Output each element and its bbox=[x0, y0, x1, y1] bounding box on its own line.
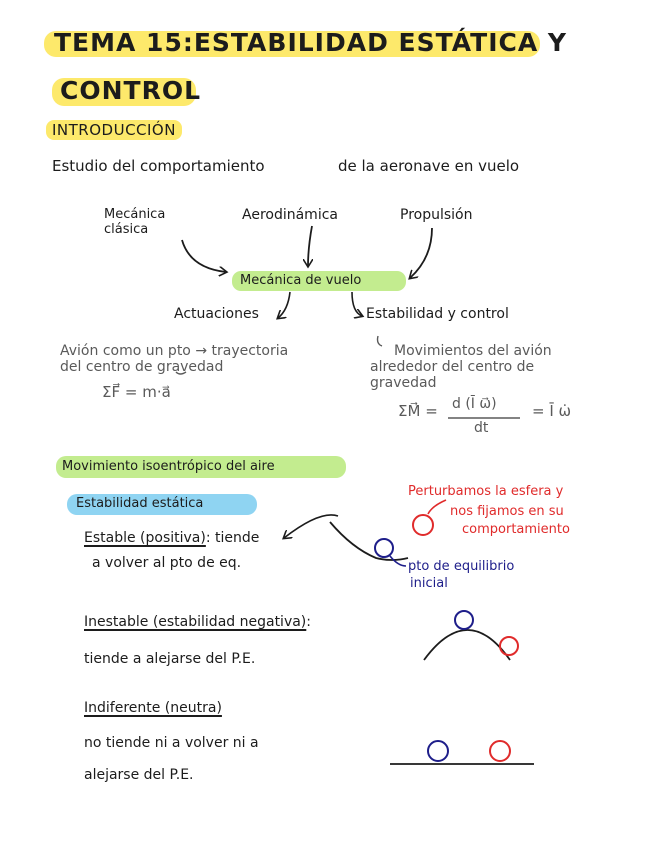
left-formula: ΣF⃗ = m·a⃗ bbox=[102, 383, 171, 401]
node-actuaciones: Actuaciones bbox=[174, 306, 259, 322]
red-pointer bbox=[428, 500, 446, 514]
indiferente-line2: no tiende ni a volver ni a bbox=[84, 735, 259, 751]
hook-left bbox=[176, 372, 186, 374]
node-propulsion: Propulsión bbox=[400, 207, 473, 223]
right-formula-rhs: = Ī ω̇ bbox=[532, 402, 572, 420]
inestable-label: Inestable (estabilidad negativa) bbox=[84, 614, 307, 630]
estable-label: Estable (positiva) bbox=[84, 530, 206, 546]
stable-arrow-to-text bbox=[284, 515, 338, 538]
red-note-line1: Perturbamos la esfera y bbox=[408, 484, 564, 499]
node-estabilidad-control: Estabilidad y control bbox=[366, 306, 509, 322]
neutral-ball-red bbox=[490, 741, 510, 761]
inestable-line2: tiende a alejarse del P.E. bbox=[84, 651, 256, 667]
page-title-line2: CONTROL bbox=[60, 76, 202, 105]
right-formula-denominator: dt bbox=[474, 420, 489, 436]
indiferente-label: Indiferente (neutra) bbox=[84, 700, 222, 716]
red-note-line3: comportamiento bbox=[462, 522, 570, 537]
inestable-rest: : bbox=[306, 614, 311, 630]
right-note-line1: Movimientos del avión bbox=[394, 343, 552, 359]
intro-sentence-part1: Estudio del comportamiento bbox=[52, 157, 265, 175]
right-formula-lhs: ΣM⃗ = bbox=[398, 402, 438, 420]
stable-ball-red bbox=[413, 515, 433, 535]
arrow-mecanica bbox=[182, 240, 226, 272]
node-mecanica-de-vuelo: Mecánica de vuelo bbox=[240, 273, 362, 288]
arrow-aerodinamica bbox=[308, 226, 312, 266]
stable-ball-navy bbox=[375, 539, 393, 557]
section2-subheading: Estabilidad estática bbox=[76, 496, 204, 511]
arrow-propulsion bbox=[410, 228, 432, 278]
section2-heading: Movimiento isoentrópico del aire bbox=[62, 459, 275, 474]
red-note-line2: nos fijamos en su bbox=[450, 504, 564, 519]
arrow-estabilidad bbox=[352, 292, 362, 316]
left-note-line2: del centro de gravedad bbox=[60, 359, 224, 375]
hook-right bbox=[378, 336, 383, 346]
right-note-line3: gravedad bbox=[370, 375, 437, 391]
page-title-line1: TEMA 15:ESTABILIDAD ESTÁTICA Y bbox=[54, 28, 567, 57]
navy-pointer bbox=[390, 556, 406, 566]
unstable-hill-curve bbox=[424, 630, 510, 660]
stable-valley-curve bbox=[330, 522, 408, 560]
navy-note-line1: pto de equilibrio bbox=[408, 559, 515, 574]
node-mecanica-line1: Mecánica bbox=[104, 207, 166, 222]
intro-sentence-part2: de la aeronave en vuelo bbox=[338, 157, 520, 175]
indiferente-line3: alejarse del P.E. bbox=[84, 767, 194, 783]
right-formula-numerator: d (Ī ω⃗) bbox=[452, 396, 497, 412]
estable-line2: a volver al pto de eq. bbox=[92, 555, 242, 571]
arrow-actuaciones bbox=[278, 292, 290, 318]
intro-heading: INTRODUCCIÓN bbox=[52, 121, 176, 139]
unstable-ball-red bbox=[500, 637, 518, 655]
unstable-ball-navy bbox=[455, 611, 473, 629]
node-mecanica-line2: clásica bbox=[104, 222, 149, 237]
navy-note-line2: inicial bbox=[410, 576, 448, 591]
node-aerodinamica: Aerodinámica bbox=[242, 207, 338, 223]
estable-rest: : tiende bbox=[205, 530, 260, 546]
left-note-line1: Avión como un pto → trayectoria bbox=[60, 343, 289, 359]
right-note-line2: alrededor del centro de bbox=[370, 359, 535, 375]
neutral-ball-navy bbox=[428, 741, 448, 761]
